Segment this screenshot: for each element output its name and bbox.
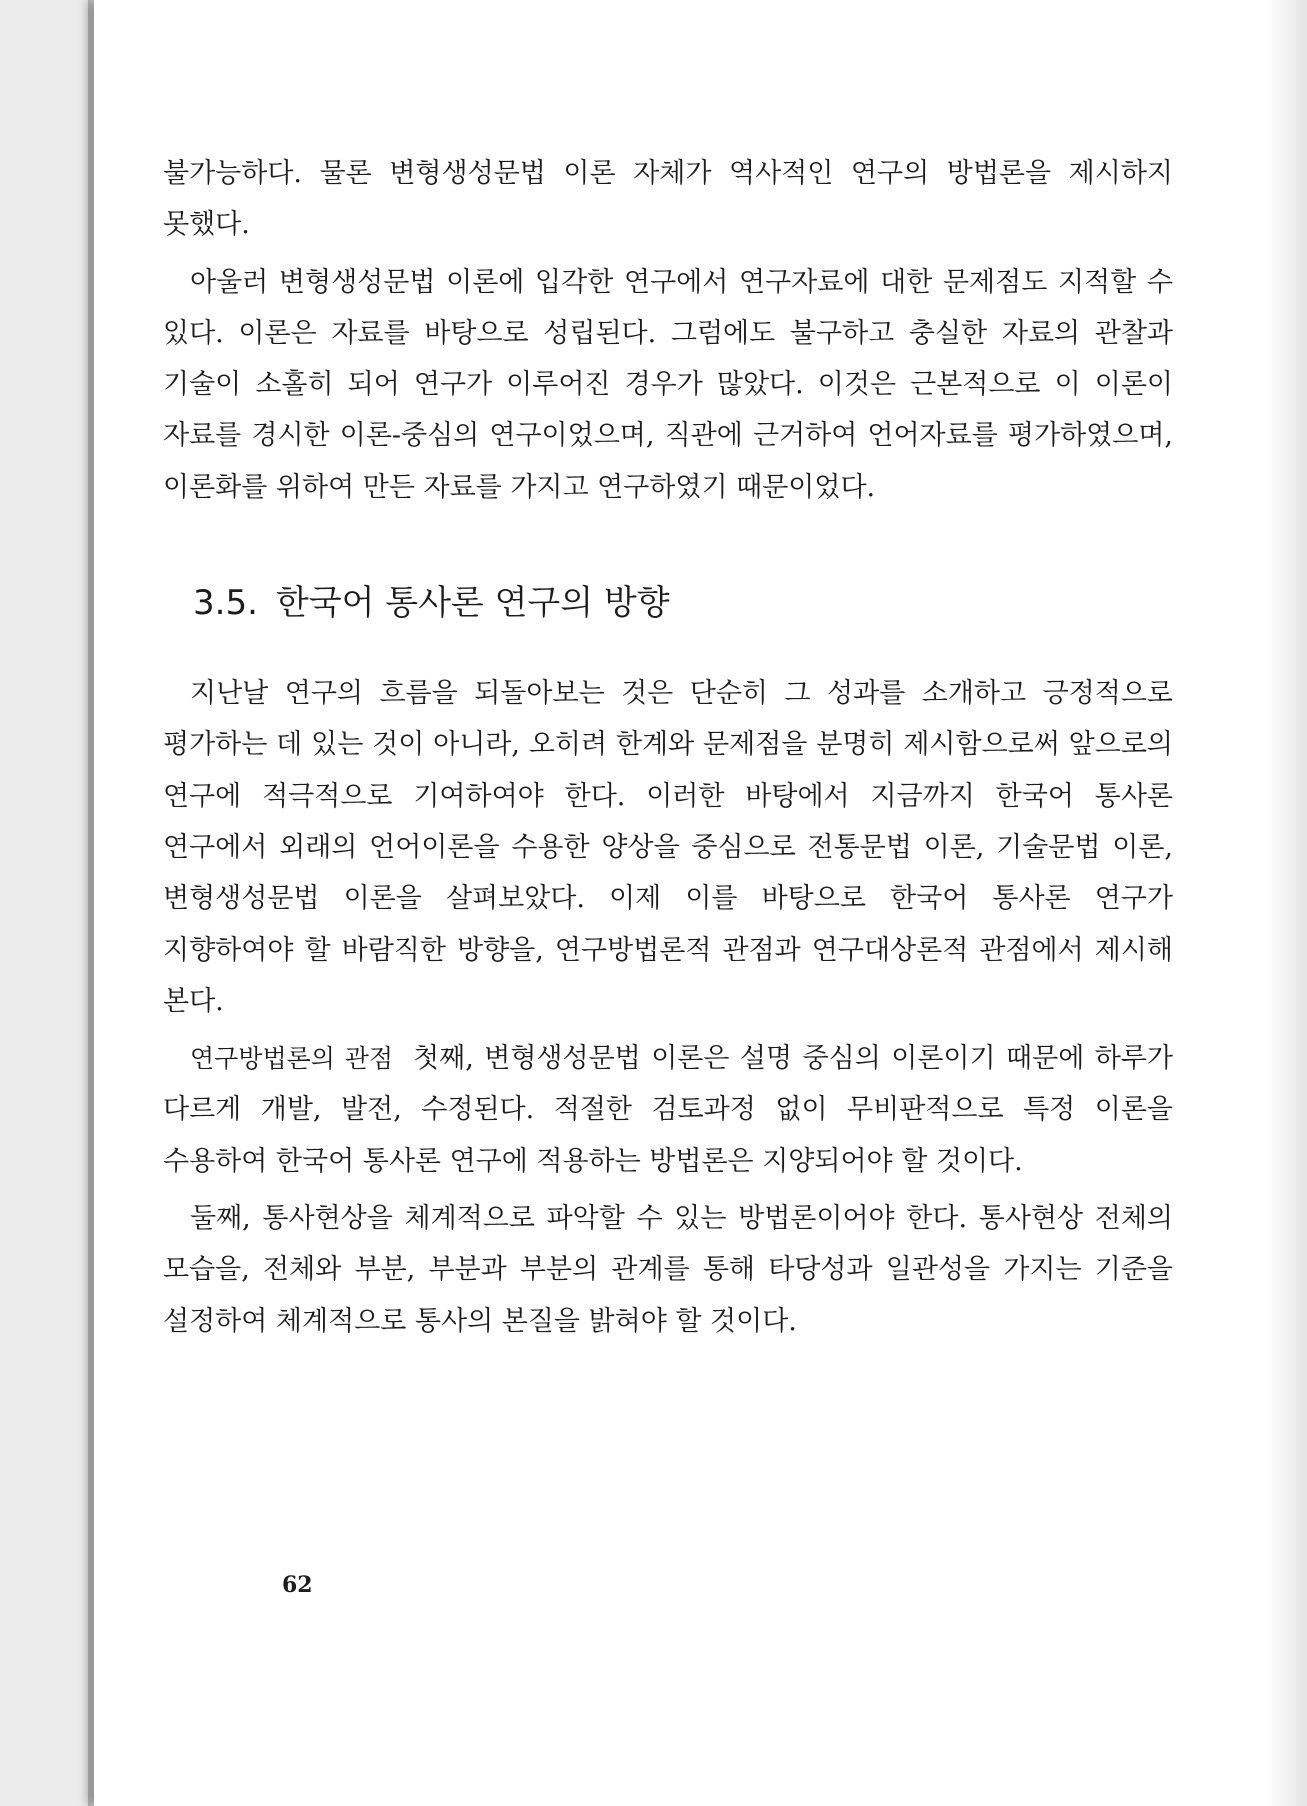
paragraph-second: 둘째, 통사현상을 체계적으로 파악할 수 있는 방법론이어야 한다. 통사현상 전체의 모습을, 전체와 부분, 부분과 부분의 관계를 통해 타당성과 일관성을 가지는 기준을 설정하여 체계적으로 통사의 본질을 밝혀야 할 것이다. [163, 1203, 1173, 1337]
paragraph-first [163, 1033, 1173, 1187]
page-content [163, 148, 1173, 1353]
runin-label: 연구방법론의 관점 [190, 1044, 394, 1074]
section-title: 한국어 통사론 연구의 방향 [275, 583, 670, 624]
paragraph-intro: 지난날 연구의 흐름을 되돌아보는 것은 단순히 그 성과를 소개하고 긍정적으로 평가하는 데 있는 것이 아니라, 오히려 한계와 문제점을 분명히 제시함으로써 앞으로의 연구에 적극적으로 기여하여야 한다. 이러한 바탕에서 지금까지 한국어 통사론 연구에서 외래의 언어이론을 수용한 양상을 중심으로 전통문법 이론, 기술문법 이론, 변형생성문법 이론을 살펴보았다. 이제 이를 바탕으로 한국어 통사론 연구가 지향하여야 할 바람직한 방향을, 연구방법론적 관점과 연구대상론적 관점에서 제시해 본다. [163, 678, 1173, 1017]
section-number: 3.5. [193, 583, 258, 624]
paragraph-first-text: 첫째, 변형생성문법 이론은 설명 중심의 이론이기 때문에 하루가 다르게 개발, 발전, 수정된다. 적절한 검토과정 없이 무비판적으로 특정 이론을 수용하여 한국어 통사론 연구에 적용하는 방법론은 지양되어야 할 것이다. [163, 1043, 1173, 1177]
section-heading [193, 575, 1173, 624]
page-number: 62 [282, 1572, 313, 1598]
paragraph-data-problem: 아울러 변형생성문법 이론에 입각한 연구에서 연구자료에 대한 문제점도 지적할 수 있다. 이론은 자료를 바탕으로 성립된다. 그럼에도 불구하고 충실한 자료의 관찰과 기술이 소홀히 되어 연구가 이루어진 경우가 많았다. 이것은 근본적으로 이 이론이 자료를 경시한 이론-중심의 연구이었으며, 직관에 근거하여 언어자료를 평가하였으며, 이론화를 위하여 만든 자료를 가지고 연구하였기 때문이었다. [163, 266, 1173, 503]
page-fold-shadow [1267, 0, 1307, 1806]
paragraph-continuation: 불가능하다. 물론 변형생성문법 이론 자체가 역사적인 연구의 방법론을 제시하지 못했다. [163, 158, 1173, 241]
